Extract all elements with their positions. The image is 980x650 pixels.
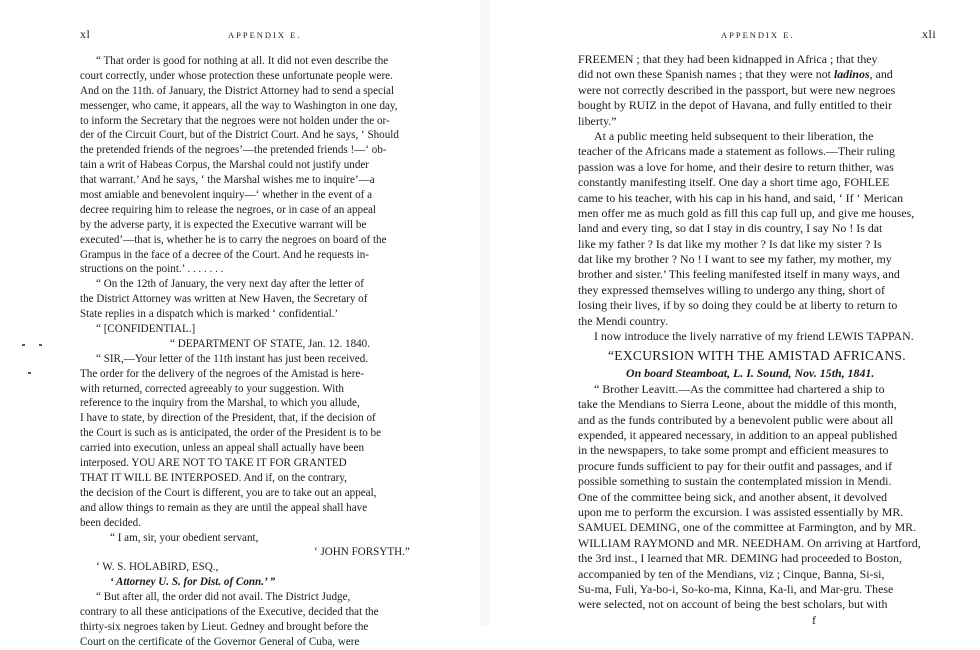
right-text-line: and as the funds contributed by a benevolent public were about all [578, 412, 894, 427]
right-text-line: upon me to perform the excursion. I was assisted essentially by MR. [578, 504, 904, 519]
left-text-line: thirty-six negroes taken by Lieut. Gedney and brought before the [80, 620, 369, 633]
left-text-line: “ SIR,—Your letter of the 11th instant has just been received. [96, 352, 369, 365]
right-text-line: procure funds sufficient to pay for their outfit and passages, and if [578, 458, 893, 473]
left-running-head: APPENDIX E. [228, 30, 302, 40]
right-text-line: the Mendi country. [578, 313, 669, 328]
left-text-line: der of the Circuit Court, but of the District Court. And he says, ‘ Should [80, 129, 399, 142]
left-text-line: that warrant.’ And he says, ‘ the Marshal wishes me to inquire’—a [80, 174, 375, 187]
right-page [490, 0, 980, 626]
right-text-line: in the newspapers, to take some prompt and efficient measures to [578, 443, 889, 458]
right-text-line: constantly manifesting itself. One day a short time ago, FOHLEE [578, 175, 890, 190]
left-text-line: ‘ Attorney U. S. for Dist. of Conn.’ ” [110, 576, 276, 589]
left-text-line: I have to state, by direction of the President, that, if the decision of [80, 412, 376, 425]
right-text-line: came to his teacher, with his cap in his hand, and said, ‘ If ‘ Merican [578, 190, 904, 205]
right-text-line: take the Mendians to Sierra Leone, about the middle of this month, [578, 397, 897, 412]
left-text-line: messenger, who came, it appears, all the way to Washington in one day, [80, 99, 398, 112]
right-text-line: Su-ma, Fuli, Ya-bo-i, So-ko-ma, Kinna, Ka-li, and Mar-gru. These [578, 581, 894, 596]
right-text-line: f [812, 612, 816, 627]
right-text-line: On board Steamboat, L. I. Sound, Nov. 15th, 1841. [626, 366, 875, 381]
right-text-line: “ Brother Leavitt.—As the committee had chartered a ship to [594, 381, 885, 396]
right-text-line: losing their lives, if by so doing they could be at liberty to return to [578, 298, 898, 313]
left-text-line: “ [CONFIDENTIAL.] [96, 323, 196, 336]
left-text-line: State replies in a dispatch which is marked ‘ confidential.’ [80, 308, 339, 321]
left-text-line: Court on the certificate of the Governor General of Cuba, were [80, 635, 360, 648]
right-text-line: liberty.” [578, 113, 617, 128]
left-text-line: “ On the 12th of January, the very next day after the letter of [96, 278, 364, 291]
right-text-line: One of the committee being sick, and another absent, it devolved [578, 489, 888, 504]
left-text-line: by the adverse party, it is expected the Executive warrant will be [80, 218, 367, 231]
right-text-line: teacher of the Africans made a statement as follows.—Their ruling [578, 144, 895, 159]
right-text-column [578, 52, 930, 628]
left-text-line: THAT IT WILL BE INTERPOSED. And if, on the contrary, [80, 471, 347, 484]
scan-speck [22, 344, 25, 346]
right-text-line: bought by RUIZ in the depot of Havana, and fully entitled to their [578, 98, 893, 113]
right-text-line: were selected, not on account of being the best scholars, but with [578, 597, 888, 612]
left-text-line: most amiable and benevolent inquiry—‘ whether in the event of a [80, 189, 373, 202]
right-text-line: they expressed themselves willing to undergo any thing, short of [578, 282, 885, 297]
left-text-line: the District Attorney was written at New Haven, the Secretary of [80, 293, 368, 306]
right-text-line: were not correctly described in the passport, but were new negroes [578, 82, 896, 97]
left-text-line: ‘ W. S. HOLABIRD, ESQ., [96, 561, 219, 574]
left-text-line: executed’—that is, whether he is to carry the negroes on board of the [80, 233, 387, 246]
left-text-column [80, 54, 446, 650]
right-text-line: At a public meeting held subsequent to their liberation, the [594, 128, 874, 143]
right-text-line: possible something to sustain the contemplated mission in Mendi. [578, 474, 892, 489]
right-lines [578, 52, 930, 628]
right-text-line: expended, it appeared necessary, in addition to an appeal published [578, 427, 898, 442]
right-text-line: passion was a love for home, and their desire to return thither, was [578, 159, 894, 174]
left-page-number: xl [80, 27, 91, 41]
left-text-line: “ But after all, the order did not avail. The District Judge, [96, 591, 351, 604]
right-text-line: like my father ? Is dat like my mother ? Is dat like my sister ? Is [578, 236, 882, 251]
left-text-line: ‘ JOHN FORSYTH.” [314, 546, 410, 559]
left-text-line: the Court is such as is anticipated, the order of the President is to be [80, 427, 382, 440]
left-text-line: carried into execution, unless an appeal shall actually have been [80, 442, 365, 455]
right-text-line: I now introduce the lively narrative of my friend LEWIS TAPPAN. [594, 329, 914, 344]
left-text-line: “ I am, sir, your obedient servant, [110, 531, 259, 544]
left-text-line: interposed. YOU ARE NOT TO TAKE IT FOR GRANTED [80, 457, 347, 470]
right-text-line: dat like my brother ? No ! I want to see my father, my mother, my [578, 252, 892, 267]
right-text-line: accompanied by ten of the Mendians, viz ; Cinque, Banna, Si-si, [578, 566, 885, 581]
left-text-line: “ That order is good for nothing at all. It did not even describe the [96, 55, 389, 67]
right-text-line: WILLIAM RAYMOND and MR. NEEDHAM. On arriving at Hartford, [578, 535, 921, 550]
left-text-line: the decision of the Court is different, you are to take out an appeal, [80, 486, 377, 499]
left-text-line: Grampus in the face of a decree of the Court. And he requests in- [80, 248, 369, 261]
left-text-line: contrary to all these anticipations of the Executive, decided that the [80, 605, 379, 618]
right-page-number: xli [922, 27, 937, 41]
right-running-head: APPENDIX E. [721, 30, 795, 40]
right-text-line: did not own these Spanish names ; that they were not ladinos, and [578, 67, 893, 82]
left-text-line: tain a writ of Habeas Corpus, the Marshal could not justify under [80, 159, 369, 172]
left-text-line: decree requiring him to release the negroes, or in case of an appeal [80, 203, 377, 216]
right-text-line: FREEMEN ; that they had been kidnapped in Africa ; that they [578, 52, 878, 66]
right-text-line: the 3rd inst., I learned that MR. DEMING had proceeded to Boston, [578, 551, 902, 566]
left-lines [80, 54, 446, 650]
scan-speck [39, 344, 42, 346]
left-text-line: and allow things to remain as they are until the appeal shall have [80, 501, 368, 514]
left-text-line: structions on the point.’ . . . . . . . [80, 263, 224, 276]
left-page [0, 0, 480, 648]
left-text-line: court correctly, under whose protection these unfortunate people were. [80, 69, 393, 82]
left-text-line: “ DEPARTMENT OF STATE, Jan. 12. 1840. [170, 337, 370, 350]
left-text-line: And on the 11th. of January, the District Attorney had to send a special [80, 84, 395, 97]
left-text-line: with returned, corrected agreeably to your suggestion. With [80, 382, 344, 395]
left-text-line: the pretended friends of the negroes’—the pretended friends !—‘ ob- [80, 144, 387, 157]
right-text-line: SAMUEL DEMING, one of the committee at Farmington, and by MR. [578, 520, 917, 535]
book-gutter [480, 0, 490, 626]
scan-speck [28, 372, 31, 374]
left-text-line: been decided. [80, 516, 141, 529]
left-text-line: to inform the Secretary that the negroes were not holden under the or- [80, 114, 390, 127]
right-text-line: brother and sister.’ This feeling manifested itself in many ways, and [578, 267, 900, 282]
right-text-line: land and every ting, so dat I stay in dis country, I say No ! Is dat [578, 221, 883, 236]
right-text-line: men offer me as much gold as fill this cap full up, and give me houses, [578, 205, 915, 220]
right-text-line: “EXCURSION WITH THE AMISTAD AFRICANS. [608, 348, 906, 364]
left-text-line: reference to the inquiry from the Marshal, to which you allude, [80, 397, 360, 410]
left-text-line: The order for the delivery of the negroes of the Amistad is here- [80, 367, 365, 380]
